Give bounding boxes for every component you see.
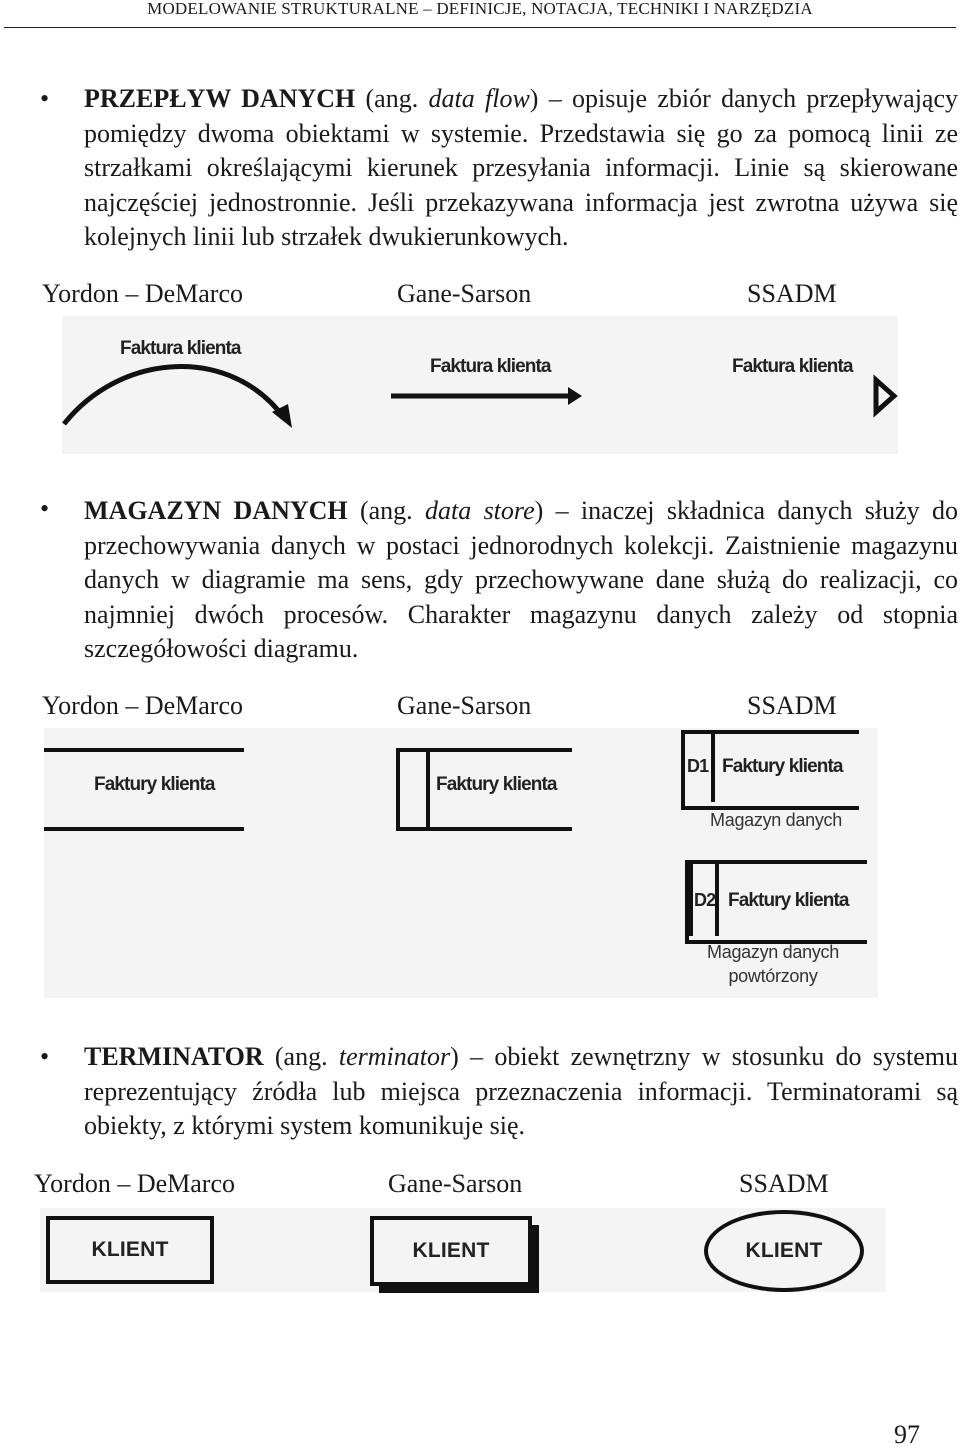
terminator-label-gane-sarson: KLIENT bbox=[412, 1239, 490, 1262]
running-header: MODELOWANIE STRUKTURALNE – DEFINICJE, NOTACJA, TECHNIKI I NARZĘDZIA bbox=[147, 0, 813, 18]
flow-term: PRZEPŁYW DANYCH bbox=[84, 84, 356, 113]
flow-label-yourdon: Faktura klienta bbox=[120, 338, 241, 359]
store-diagram-panel bbox=[44, 728, 878, 998]
flow-label-gane-sarson: Faktura klienta bbox=[430, 356, 551, 377]
page-number: 97 bbox=[894, 1420, 920, 1449]
id-compartment-divider bbox=[426, 748, 430, 827]
store-id-d1: D1 bbox=[687, 756, 709, 776]
terminator-rectangle-gane-sarson bbox=[370, 1216, 532, 1286]
flow-paragraph: PRZEPŁYW DANYCH (ang. data flow) – opisuje zbiór danych przepływający pomiędzy dwoma obiektami w systemie. Przedstawia się go za pomocą linii ze strzałkami określającymi kierunek przesyłania informacji. Linie są skierowane najczęściej jednostronnie. Jeśli przekazywana informacja jest zwrotna używa się kolejnych linii lub strzałek dwukierunkowych. bbox=[84, 84, 958, 251]
terminator-rectangle-yourdon bbox=[46, 1216, 214, 1284]
store-caption-d1: Magazyn danych bbox=[710, 810, 842, 830]
notation-yourdon-label: Yordon – DeMarco bbox=[34, 1169, 236, 1198]
store-caption-d2: Magazyn danych powtórzony bbox=[707, 942, 839, 986]
notation-gane-sarson-label: Gane-Sarson bbox=[388, 1169, 523, 1198]
notation-ssadm-label: SSADM bbox=[747, 691, 837, 720]
notation-ssadm-label: SSADM bbox=[739, 1169, 829, 1198]
flow-arrows bbox=[62, 316, 898, 454]
arrowhead-icon bbox=[568, 387, 582, 405]
notation-yourdon-label: Yordon – DeMarco bbox=[42, 279, 244, 308]
store-label-gane-sarson: Faktury klienta bbox=[436, 774, 557, 795]
flow-english-term: data flow bbox=[428, 84, 530, 113]
store-label-ssadm-d1: Faktury klienta bbox=[722, 756, 843, 777]
store-term: MAGAZYN DANYCH bbox=[84, 496, 348, 525]
terminator-english-term: terminator bbox=[338, 1042, 451, 1071]
terminator-label-yourdon: KLIENT bbox=[91, 1238, 169, 1261]
store-paragraph: MAGAZYN DANYCH (ang. data store) – inaczej składnica danych służy do przechowywania danych w postaci jednorodnych kolekcji. Zaistnienie magazynu danych w diagramie ma sens, gdy przechowywane dane służą do realizacji, co najmniej dwóch procesów. Charakter magazynu danych zależy od stopnia szczegółowości diagramu. bbox=[84, 496, 958, 663]
bullet: • bbox=[40, 1042, 50, 1071]
store-label-ssadm-d2: Faktury klienta bbox=[728, 890, 849, 911]
notation-ssadm-label: SSADM bbox=[747, 279, 837, 308]
open-triangle-arrowhead-icon bbox=[876, 380, 894, 412]
terminator-term: TERMINATOR bbox=[84, 1042, 264, 1071]
bullet: • bbox=[40, 494, 50, 523]
bullet: • bbox=[40, 84, 50, 113]
terminator-paragraph: TERMINATOR (ang. terminator) – obiekt zewnętrzny w stosunku do systemu reprezentujący źródła lub miejsca przeznaczenia informacji. Terminatorami są obiekty, z którymi system komunikuje się. bbox=[84, 1042, 958, 1140]
header-rule bbox=[4, 27, 956, 28]
store-label-yourdon: Faktury klienta bbox=[94, 774, 215, 795]
notation-gane-sarson-label: Gane-Sarson bbox=[397, 279, 532, 308]
terminator-ellipse-ssadm bbox=[704, 1210, 864, 1292]
terminator-label-ssadm: KLIENT bbox=[745, 1239, 823, 1262]
curved-arrow-icon bbox=[64, 367, 284, 424]
store-english-term: data store bbox=[425, 496, 535, 525]
terminator-diagram-panel bbox=[40, 1208, 886, 1292]
flow-label-ssadm: Faktura klienta bbox=[732, 356, 853, 377]
notation-gane-sarson-label: Gane-Sarson bbox=[397, 691, 532, 720]
flow-diagram-panel bbox=[62, 316, 898, 454]
store-id-d2: D2 bbox=[694, 890, 716, 910]
notation-yourdon-label: Yordon – DeMarco bbox=[42, 691, 244, 720]
